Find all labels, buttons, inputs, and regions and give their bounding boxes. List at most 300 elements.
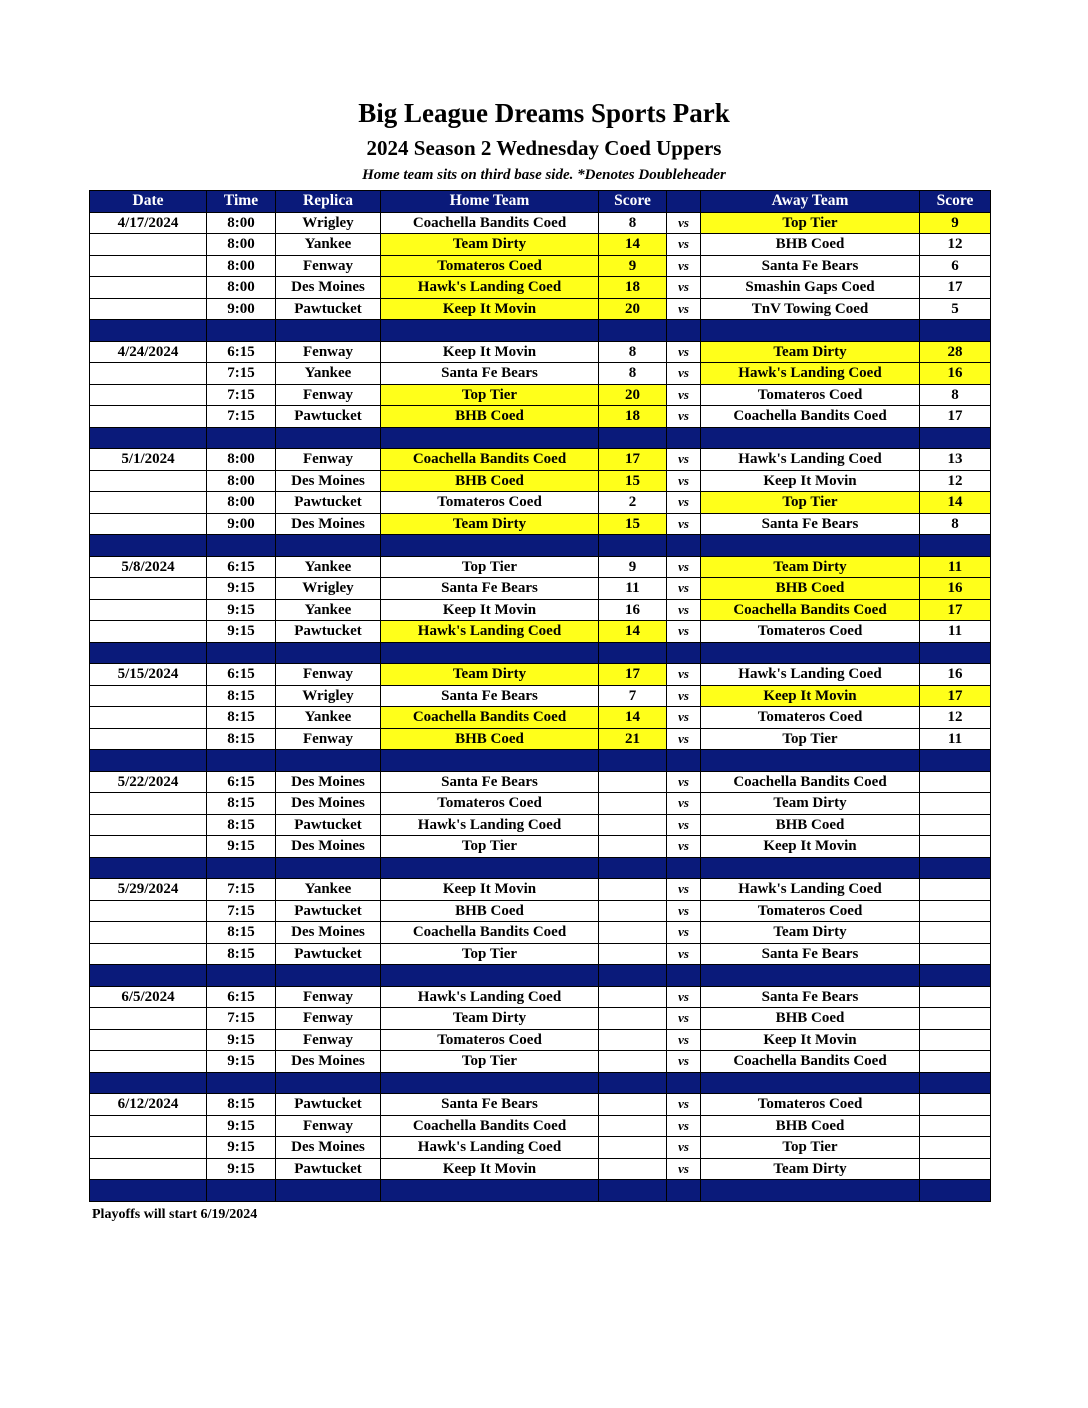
- away-score-cell: 13: [920, 449, 991, 471]
- away-team-cell: Coachella Bandits Coed: [701, 771, 920, 793]
- separator-cell: [381, 750, 599, 772]
- time-cell: 9:15: [207, 1051, 276, 1073]
- away-score-cell: 17: [920, 277, 991, 299]
- separator-cell: [701, 965, 920, 987]
- home-score-cell: [599, 1008, 667, 1030]
- home-team-cell: Keep It Movin: [381, 341, 599, 363]
- away-team-cell: Team Dirty: [701, 1158, 920, 1180]
- time-cell: 8:00: [207, 449, 276, 471]
- home-score-cell: [599, 771, 667, 793]
- away-team-cell: Coachella Bandits Coed: [701, 406, 920, 428]
- separator-cell: [381, 320, 599, 342]
- away-score-cell: [920, 986, 991, 1008]
- separator-cell: [381, 1180, 599, 1202]
- separator-cell: [920, 750, 991, 772]
- home-team-cell: Top Tier: [381, 1051, 599, 1073]
- replica-cell: Des Moines: [276, 793, 381, 815]
- table-row: [90, 212, 991, 234]
- home-score-cell: 8: [599, 341, 667, 363]
- time-cell: 8:00: [207, 470, 276, 492]
- home-score-cell: 16: [599, 599, 667, 621]
- separator-cell: [920, 857, 991, 879]
- home-score-cell: 2: [599, 492, 667, 514]
- separator-cell: [667, 857, 701, 879]
- away-score-cell: 6: [920, 255, 991, 277]
- table-row: [90, 728, 991, 750]
- time-cell: 9:15: [207, 599, 276, 621]
- replica-cell: Pawtucket: [276, 943, 381, 965]
- home-score-cell: 11: [599, 578, 667, 600]
- time-cell: 6:15: [207, 986, 276, 1008]
- table-row: [90, 406, 991, 428]
- separator-cell: [207, 320, 276, 342]
- date-cell: [90, 406, 207, 428]
- separator-cell: [667, 320, 701, 342]
- replica-cell: Fenway: [276, 1029, 381, 1051]
- separator-cell: [701, 750, 920, 772]
- date-cell: [90, 298, 207, 320]
- separator-cell: [276, 320, 381, 342]
- home-team-cell: Coachella Bandits Coed: [381, 707, 599, 729]
- separator-cell: [599, 642, 667, 664]
- time-cell: 8:00: [207, 492, 276, 514]
- week-separator-row: [90, 642, 991, 664]
- away-team-cell: Santa Fe Bears: [701, 255, 920, 277]
- vs-cell: vs: [667, 771, 701, 793]
- time-cell: 9:15: [207, 836, 276, 858]
- time-cell: 8:00: [207, 212, 276, 234]
- replica-cell: Des Moines: [276, 836, 381, 858]
- home-team-cell: Tomateros Coed: [381, 793, 599, 815]
- home-score-cell: 9: [599, 556, 667, 578]
- date-cell: [90, 234, 207, 256]
- table-row: [90, 771, 991, 793]
- home-score-cell: 15: [599, 470, 667, 492]
- replica-cell: Des Moines: [276, 922, 381, 944]
- date-cell: 4/24/2024: [90, 341, 207, 363]
- replica-cell: Pawtucket: [276, 1158, 381, 1180]
- replica-cell: Fenway: [276, 255, 381, 277]
- date-cell: [90, 513, 207, 535]
- home-team-cell: Keep It Movin: [381, 879, 599, 901]
- vs-cell: vs: [667, 578, 701, 600]
- replica-cell: Des Moines: [276, 771, 381, 793]
- replica-cell: Yankee: [276, 599, 381, 621]
- col-header-replica: Replica: [276, 191, 381, 213]
- footer-note: Playoffs will start 6/19/2024: [92, 1207, 258, 1222]
- away-team-cell: Tomateros Coed: [701, 621, 920, 643]
- vs-cell: vs: [667, 685, 701, 707]
- separator-cell: [207, 642, 276, 664]
- table-row: [90, 685, 991, 707]
- date-cell: [90, 707, 207, 729]
- away-score-cell: [920, 1115, 991, 1137]
- time-cell: 7:15: [207, 879, 276, 901]
- table-row: [90, 1094, 991, 1116]
- vs-cell: vs: [667, 793, 701, 815]
- separator-cell: [667, 1072, 701, 1094]
- away-team-cell: Top Tier: [701, 492, 920, 514]
- vs-cell: vs: [667, 1158, 701, 1180]
- col-header-date: Date: [90, 191, 207, 213]
- away-score-cell: 12: [920, 470, 991, 492]
- date-cell: [90, 814, 207, 836]
- separator-cell: [667, 535, 701, 557]
- separator-cell: [599, 965, 667, 987]
- time-cell: 7:15: [207, 900, 276, 922]
- date-cell: [90, 1158, 207, 1180]
- time-cell: 7:15: [207, 384, 276, 406]
- col-header-away-team: Away Team: [701, 191, 920, 213]
- separator-cell: [701, 535, 920, 557]
- vs-cell: vs: [667, 879, 701, 901]
- time-cell: 6:15: [207, 341, 276, 363]
- home-score-cell: 14: [599, 707, 667, 729]
- away-score-cell: 11: [920, 556, 991, 578]
- separator-cell: [667, 427, 701, 449]
- vs-cell: vs: [667, 900, 701, 922]
- date-cell: [90, 900, 207, 922]
- away-team-cell: Team Dirty: [701, 793, 920, 815]
- replica-cell: Wrigley: [276, 578, 381, 600]
- separator-cell: [667, 642, 701, 664]
- separator-cell: [207, 427, 276, 449]
- vs-cell: vs: [667, 664, 701, 686]
- table-row: [90, 298, 991, 320]
- date-cell: [90, 793, 207, 815]
- vs-cell: vs: [667, 255, 701, 277]
- table-row: [90, 1137, 991, 1159]
- separator-cell: [207, 750, 276, 772]
- time-cell: 8:00: [207, 234, 276, 256]
- separator-cell: [276, 1180, 381, 1202]
- date-cell: [90, 1115, 207, 1137]
- date-cell: [90, 255, 207, 277]
- table-row: [90, 707, 991, 729]
- vs-cell: vs: [667, 599, 701, 621]
- separator-cell: [207, 535, 276, 557]
- date-cell: 5/15/2024: [90, 664, 207, 686]
- replica-cell: Wrigley: [276, 212, 381, 234]
- date-cell: [90, 685, 207, 707]
- time-cell: 8:15: [207, 707, 276, 729]
- away-team-cell: Santa Fe Bears: [701, 943, 920, 965]
- separator-cell: [599, 320, 667, 342]
- away-team-cell: Coachella Bandits Coed: [701, 599, 920, 621]
- vs-cell: vs: [667, 836, 701, 858]
- home-team-cell: Top Tier: [381, 943, 599, 965]
- time-cell: 9:15: [207, 1029, 276, 1051]
- table-row: [90, 363, 991, 385]
- table-row: [90, 1158, 991, 1180]
- separator-cell: [381, 427, 599, 449]
- away-score-cell: 12: [920, 234, 991, 256]
- vs-cell: vs: [667, 922, 701, 944]
- table-row: [90, 1008, 991, 1030]
- home-score-cell: [599, 793, 667, 815]
- replica-cell: Fenway: [276, 728, 381, 750]
- date-cell: [90, 599, 207, 621]
- away-team-cell: Santa Fe Bears: [701, 986, 920, 1008]
- col-header-time: Time: [207, 191, 276, 213]
- separator-cell: [701, 857, 920, 879]
- home-team-cell: Santa Fe Bears: [381, 1094, 599, 1116]
- away-team-cell: Hawk's Landing Coed: [701, 449, 920, 471]
- time-cell: 8:15: [207, 685, 276, 707]
- week-separator-row: [90, 320, 991, 342]
- time-cell: 8:15: [207, 943, 276, 965]
- col-header-home-team: Home Team: [381, 191, 599, 213]
- home-score-cell: [599, 1051, 667, 1073]
- home-team-cell: BHB Coed: [381, 406, 599, 428]
- separator-cell: [90, 642, 207, 664]
- home-score-cell: 17: [599, 449, 667, 471]
- away-score-cell: [920, 1008, 991, 1030]
- date-cell: [90, 1029, 207, 1051]
- away-team-cell: Smashin Gaps Coed: [701, 277, 920, 299]
- home-score-cell: [599, 986, 667, 1008]
- away-score-cell: 17: [920, 599, 991, 621]
- col-header-vs: [667, 191, 701, 213]
- table-row: [90, 664, 991, 686]
- home-team-cell: Santa Fe Bears: [381, 578, 599, 600]
- header-row: [90, 191, 991, 213]
- home-team-cell: Top Tier: [381, 384, 599, 406]
- away-score-cell: [920, 793, 991, 815]
- away-team-cell: Top Tier: [701, 728, 920, 750]
- vs-cell: vs: [667, 449, 701, 471]
- time-cell: 9:15: [207, 1137, 276, 1159]
- away-score-cell: [920, 836, 991, 858]
- home-score-cell: 9: [599, 255, 667, 277]
- away-team-cell: Coachella Bandits Coed: [701, 1051, 920, 1073]
- home-team-cell: Hawk's Landing Coed: [381, 1137, 599, 1159]
- home-score-cell: 14: [599, 621, 667, 643]
- away-score-cell: [920, 900, 991, 922]
- separator-cell: [920, 642, 991, 664]
- time-cell: 7:15: [207, 406, 276, 428]
- date-cell: 5/8/2024: [90, 556, 207, 578]
- time-cell: 7:15: [207, 363, 276, 385]
- replica-cell: Pawtucket: [276, 1094, 381, 1116]
- replica-cell: Des Moines: [276, 470, 381, 492]
- replica-cell: Yankee: [276, 556, 381, 578]
- separator-cell: [90, 320, 207, 342]
- home-score-cell: 17: [599, 664, 667, 686]
- home-team-cell: BHB Coed: [381, 728, 599, 750]
- table-row: [90, 986, 991, 1008]
- separator-cell: [276, 427, 381, 449]
- vs-cell: vs: [667, 707, 701, 729]
- separator-cell: [90, 750, 207, 772]
- table-row: [90, 836, 991, 858]
- schedule-table: [89, 190, 991, 1202]
- table-row: [90, 556, 991, 578]
- table-row: [90, 1115, 991, 1137]
- vs-cell: vs: [667, 341, 701, 363]
- time-cell: 9:15: [207, 1158, 276, 1180]
- vs-cell: vs: [667, 470, 701, 492]
- vs-cell: vs: [667, 406, 701, 428]
- away-score-cell: [920, 1094, 991, 1116]
- date-cell: [90, 1051, 207, 1073]
- week-separator-row: [90, 535, 991, 557]
- date-cell: [90, 1008, 207, 1030]
- separator-cell: [599, 1180, 667, 1202]
- home-score-cell: 18: [599, 277, 667, 299]
- time-cell: 8:15: [207, 814, 276, 836]
- away-team-cell: BHB Coed: [701, 578, 920, 600]
- home-team-cell: Hawk's Landing Coed: [381, 814, 599, 836]
- home-score-cell: [599, 1029, 667, 1051]
- away-score-cell: 17: [920, 406, 991, 428]
- away-team-cell: Keep It Movin: [701, 685, 920, 707]
- away-score-cell: 8: [920, 513, 991, 535]
- away-score-cell: 9: [920, 212, 991, 234]
- vs-cell: vs: [667, 1137, 701, 1159]
- home-team-cell: Coachella Bandits Coed: [381, 922, 599, 944]
- replica-cell: Fenway: [276, 384, 381, 406]
- home-team-cell: Keep It Movin: [381, 1158, 599, 1180]
- date-cell: [90, 277, 207, 299]
- away-team-cell: Tomateros Coed: [701, 900, 920, 922]
- separator-cell: [90, 1072, 207, 1094]
- replica-cell: Yankee: [276, 879, 381, 901]
- separator-cell: [701, 427, 920, 449]
- away-score-cell: [920, 943, 991, 965]
- vs-cell: vs: [667, 1115, 701, 1137]
- away-score-cell: 16: [920, 664, 991, 686]
- home-score-cell: 20: [599, 298, 667, 320]
- time-cell: 9:00: [207, 298, 276, 320]
- separator-cell: [90, 1180, 207, 1202]
- separator-cell: [90, 535, 207, 557]
- away-team-cell: Hawk's Landing Coed: [701, 363, 920, 385]
- vs-cell: vs: [667, 621, 701, 643]
- time-cell: 8:15: [207, 1094, 276, 1116]
- home-team-cell: Top Tier: [381, 556, 599, 578]
- time-cell: 6:15: [207, 556, 276, 578]
- away-score-cell: 16: [920, 578, 991, 600]
- time-cell: 8:15: [207, 922, 276, 944]
- home-team-cell: Coachella Bandits Coed: [381, 212, 599, 234]
- table-row: [90, 922, 991, 944]
- date-cell: 5/1/2024: [90, 449, 207, 471]
- away-team-cell: Team Dirty: [701, 341, 920, 363]
- replica-cell: Fenway: [276, 1115, 381, 1137]
- date-cell: 4/17/2024: [90, 212, 207, 234]
- vs-cell: vs: [667, 1029, 701, 1051]
- table-row: [90, 255, 991, 277]
- week-separator-row: [90, 1180, 991, 1202]
- vs-cell: vs: [667, 1051, 701, 1073]
- away-team-cell: Hawk's Landing Coed: [701, 664, 920, 686]
- replica-cell: Pawtucket: [276, 814, 381, 836]
- week-separator-row: [90, 1072, 991, 1094]
- away-team-cell: Tomateros Coed: [701, 707, 920, 729]
- separator-cell: [920, 427, 991, 449]
- home-team-cell: Santa Fe Bears: [381, 771, 599, 793]
- replica-cell: Pawtucket: [276, 298, 381, 320]
- away-team-cell: Top Tier: [701, 1137, 920, 1159]
- away-team-cell: Keep It Movin: [701, 836, 920, 858]
- separator-cell: [701, 320, 920, 342]
- week-separator-row: [90, 965, 991, 987]
- home-score-cell: [599, 879, 667, 901]
- separator-cell: [276, 642, 381, 664]
- table-row: [90, 1051, 991, 1073]
- home-score-cell: [599, 1115, 667, 1137]
- separator-cell: [276, 965, 381, 987]
- away-team-cell: TnV Towing Coed: [701, 298, 920, 320]
- date-cell: [90, 943, 207, 965]
- vs-cell: vs: [667, 1008, 701, 1030]
- date-cell: 5/29/2024: [90, 879, 207, 901]
- date-cell: [90, 621, 207, 643]
- vs-cell: vs: [667, 814, 701, 836]
- vs-cell: vs: [667, 277, 701, 299]
- date-cell: 6/5/2024: [90, 986, 207, 1008]
- away-team-cell: Team Dirty: [701, 556, 920, 578]
- separator-cell: [381, 857, 599, 879]
- replica-cell: Des Moines: [276, 1051, 381, 1073]
- vs-cell: vs: [667, 728, 701, 750]
- away-team-cell: Tomateros Coed: [701, 1094, 920, 1116]
- date-cell: [90, 384, 207, 406]
- vs-cell: vs: [667, 943, 701, 965]
- page-note: Home team sits on third base side. *Denotes Doubleheader: [362, 167, 726, 183]
- home-team-cell: Keep It Movin: [381, 599, 599, 621]
- home-score-cell: 20: [599, 384, 667, 406]
- table-row: [90, 277, 991, 299]
- separator-cell: [920, 320, 991, 342]
- separator-cell: [207, 965, 276, 987]
- home-team-cell: Tomateros Coed: [381, 1029, 599, 1051]
- replica-cell: Pawtucket: [276, 492, 381, 514]
- table-row: [90, 470, 991, 492]
- separator-cell: [207, 1072, 276, 1094]
- away-score-cell: [920, 1158, 991, 1180]
- separator-cell: [207, 1180, 276, 1202]
- home-team-cell: Team Dirty: [381, 234, 599, 256]
- table-row: [90, 879, 991, 901]
- home-score-cell: [599, 836, 667, 858]
- away-score-cell: 11: [920, 621, 991, 643]
- home-score-cell: [599, 900, 667, 922]
- separator-cell: [599, 427, 667, 449]
- home-team-cell: Team Dirty: [381, 513, 599, 535]
- date-cell: [90, 363, 207, 385]
- separator-cell: [599, 535, 667, 557]
- home-team-cell: Team Dirty: [381, 1008, 599, 1030]
- replica-cell: Des Moines: [276, 513, 381, 535]
- replica-cell: Fenway: [276, 986, 381, 1008]
- time-cell: 9:00: [207, 513, 276, 535]
- separator-cell: [90, 857, 207, 879]
- home-team-cell: Team Dirty: [381, 664, 599, 686]
- away-score-cell: 11: [920, 728, 991, 750]
- table-row: [90, 814, 991, 836]
- table-row: [90, 578, 991, 600]
- time-cell: 6:15: [207, 664, 276, 686]
- away-team-cell: BHB Coed: [701, 1115, 920, 1137]
- away-team-cell: Tomateros Coed: [701, 384, 920, 406]
- separator-cell: [667, 750, 701, 772]
- separator-cell: [599, 1072, 667, 1094]
- away-score-cell: [920, 922, 991, 944]
- home-team-cell: Hawk's Landing Coed: [381, 277, 599, 299]
- separator-cell: [920, 965, 991, 987]
